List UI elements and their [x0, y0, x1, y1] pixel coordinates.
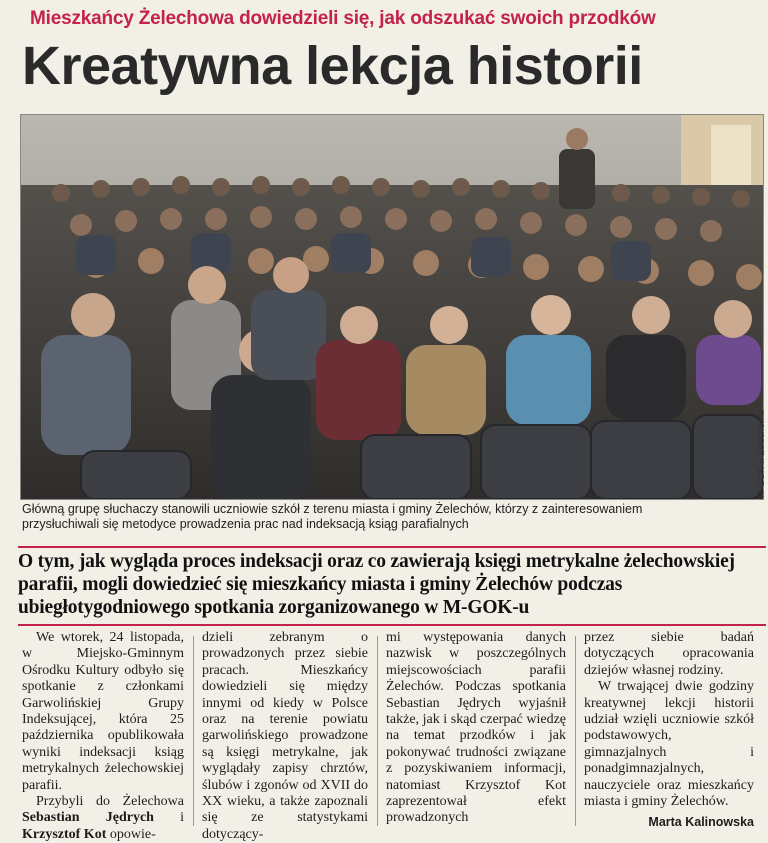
caption-line-2: przysłuchiwali się metodyce prowadzenia prac nad indeksacją ksiąg parafialnych — [22, 517, 469, 531]
photo-credit: M-GOK w Żelechowie — [756, 410, 766, 498]
body-text: i — [180, 810, 184, 826]
column-divider — [193, 636, 194, 826]
article-headline: Kreatywna lekcja historii — [22, 36, 643, 96]
body-column-2 — [202, 630, 368, 843]
body-text: opowie- — [109, 826, 156, 842]
article-lead: O tym, jak wygląda proces indeksacji oraz co zawierają księgi metrykalne żelechowskiej parafii, mogli dowiedzieć się mieszkańcy miasta i gminy Żelechów podczas ubiegłotygodniowego spotkania zorganizowanego w M-GOK-u — [18, 551, 735, 618]
article-author: Marta Kalinowska — [648, 815, 754, 829]
photo-caption — [22, 502, 762, 532]
body-text: Przybyli do Żelechowa — [36, 794, 184, 810]
body-column-3 — [386, 630, 566, 827]
body-column-4 — [584, 630, 754, 810]
body-paragraph — [22, 794, 184, 843]
article-kicker: Mieszkańcy Żelechowa dowiedzieli się, jak odszukać swoich przodków — [30, 8, 656, 29]
body-column-1 — [22, 630, 184, 843]
body-paragraph: mi występowania danych nazwisk w poszczególnych miejscowościach parafii Żelechów. Podczas spotkania Sebastian Jędrych wyjaśnił także, jak i skąd czerpać wiedzę na temat przodków i jak pokonywać trudności związane z pozyskiwaniem informacji, natomiast Krzysztof Kot zaprezentował efekt prowadzonych — [386, 630, 566, 826]
person-name: Sebastian Jędrych — [22, 810, 154, 826]
caption-line-1: Główną grupę słuchaczy stanowili uczniowie szkół z terenu miasta i gminy Żelechów, którzy z zainteresowaniem — [22, 502, 643, 516]
column-divider — [575, 636, 576, 826]
audience-photo-illustration — [21, 115, 763, 499]
lead-top-rule — [18, 546, 766, 548]
article-photo — [20, 114, 764, 500]
lead-bottom-rule — [18, 624, 766, 626]
person-name: Krzysztof Kot — [22, 826, 107, 842]
column-divider — [377, 636, 378, 826]
body-paragraph: przez siebie badań dotyczących opracowania dziejów własnej rodziny. — [584, 630, 754, 678]
body-paragraph: W trwającej dwie godziny kreatywnej lekcji historii udział wzięli uczniowie szkół podstawowych, gimnazjalnych i ponadgimnazjalnych, nauczyciele oraz mieszkańcy miasta i gminy Żelechów. — [584, 679, 754, 810]
body-paragraph: dzieli zebranym o prowadzonych przez siebie pracach. Mieszkańcy dowiedzieli się między innymi od kiedy w Polsce oraz na terenie powiatu garwolińskiego prowadzone są księgi metrykalne, jak wyglądały zapisy chrztów, ślubów i zgonów od XVII do XX wieku, a także zapoznali się ze statystykami dotyczący- — [202, 630, 368, 842]
body-paragraph: We wtorek, 24 listopada, w Miejsko-Gminnym Ośrodku Kultury odbyło się spotkanie z członkami Garwolińskiej Grupy Indeksującej, która 25 października opublikowała wyniki indeksacji ksiąg metrykalnych żelechowskiej parafii. — [22, 630, 184, 793]
article-body — [0, 630, 768, 842]
